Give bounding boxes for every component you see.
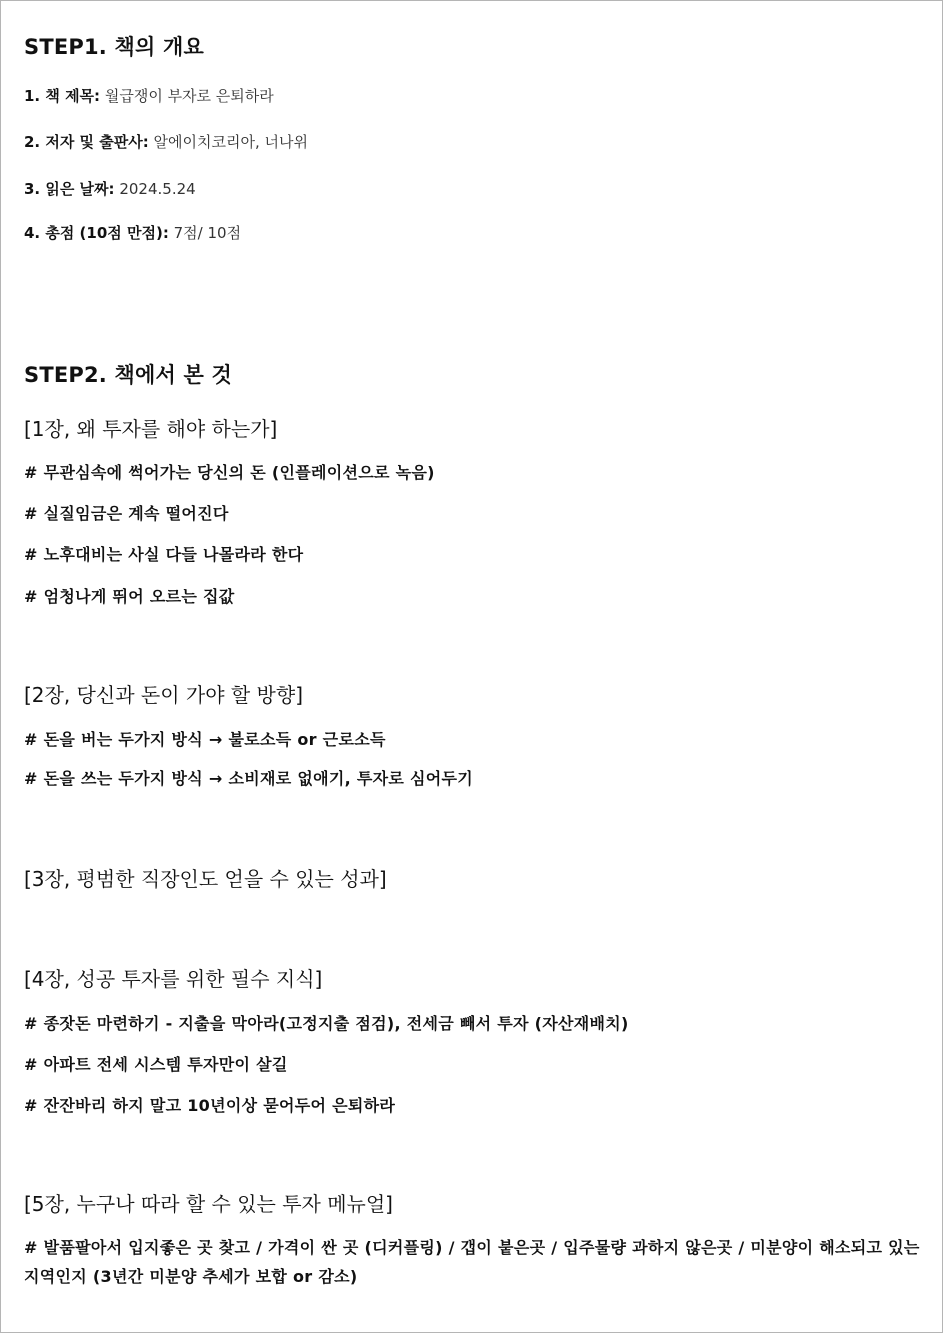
chapter-5-title: [5장, 누구나 따라 할 수 있는 투자 메뉴얼] [24, 1192, 393, 1216]
chapter-4-title: [4장, 성공 투자를 위한 필수 지식] [24, 967, 323, 991]
author-publisher-value: 알에이치코리아, 너나위 [153, 133, 308, 151]
chapter-3-title: [3장, 평범한 직장인도 얻을 수 있는 성과] [24, 867, 387, 891]
step1-title: STEP1. 책의 개요 [24, 35, 204, 59]
chapter-4-bullet: # 잔잔바리 하지 말고 10년이상 묻어두어 은퇴하라 [24, 1096, 396, 1115]
book-title-value: 월급쟁이 부자로 은퇴하라 [104, 87, 274, 105]
chapter-4-bullet: # 종잣돈 마련하기 - 지출을 막아라(고정지출 점검), 전세금 빼서 투자 (자산재배치) [24, 1014, 629, 1033]
score-label: 4. 총점 (10점 만점): [24, 224, 169, 242]
chapter-1-bullet: # 무관심속에 썩어가는 당신의 돈 (인플레이션으로 녹음) [24, 463, 435, 482]
score-line [24, 222, 241, 243]
chapter-2-bullet: # 돈을 쓰는 두가지 방식 → 소비재로 없애기, 투자로 심어두기 [24, 769, 474, 788]
chapter-5-bullet: # 발품팔아서 입지좋은 곳 찾고 / 가격이 싼 곳 (디커플링) / 갭이 붙은곳 / 입주물량 과하지 않은곳 / 미분양이 해소되고 있는 지역인지 (3년간 미분양 추세가 보합 or 감소) [24, 1238, 920, 1286]
book-title-label: 1. 책 제목: [24, 87, 101, 105]
read-date-line [24, 178, 196, 199]
chapter-2-bullet: # 돈을 버는 두가지 방식 → 불로소득 or 근로소득 [24, 730, 386, 749]
author-publisher-label: 2. 저자 및 출판사: [24, 133, 149, 151]
chapter-1-title: [1장, 왜 투자를 해야 하는가] [24, 417, 278, 441]
chapter-4-bullet: # 아파트 전세 시스템 투자만이 살길 [24, 1055, 288, 1074]
read-date-label: 3. 읽은 날짜: [24, 180, 115, 198]
chapter-2-title: [2장, 당신과 돈이 가야 할 방향] [24, 683, 303, 707]
chapter-1-bullet: # 엄청나게 뛰어 오르는 집값 [24, 587, 235, 606]
step2-title: STEP2. 책에서 본 것 [24, 363, 232, 387]
read-date-value: 2024.5.24 [119, 180, 196, 198]
score-value: 7점/ 10점 [173, 224, 242, 242]
book-title-line [24, 85, 274, 106]
chapter-1-bullet: # 실질임금은 계속 떨어진다 [24, 504, 229, 523]
author-publisher-line [24, 131, 308, 152]
chapter-1-bullet: # 노후대비는 사실 다들 나몰라라 한다 [24, 545, 304, 564]
